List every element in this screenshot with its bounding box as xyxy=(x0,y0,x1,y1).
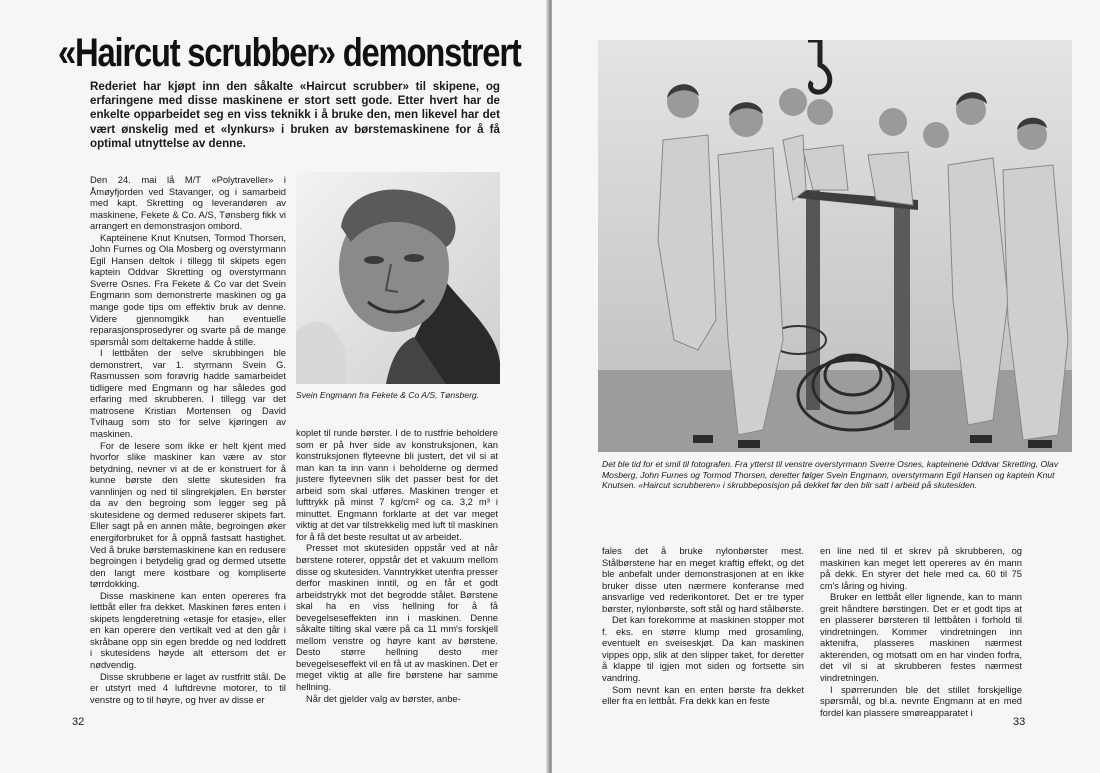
page-number-left: 32 xyxy=(72,716,85,728)
right-page xyxy=(552,0,1100,773)
article-lead: Rederiet har kjøpt inn den såkalte «Haircut scrubber» til skipene, og erfaringene med disse maskinene er stort sett gode. Etter hvert har de enkelte opparbeidet seg en viss teknikk i å bruke den, men likevel har det vært ønskelig med et «lynkurs» i bruken av børstemaskinene for å få optimal utnyttelse av denne. xyxy=(90,80,500,150)
paragraph: Når det gjelder valg av børster, anbe- xyxy=(306,692,461,704)
group-photo xyxy=(598,40,1072,452)
left-column-2 xyxy=(296,427,498,704)
paragraph: Bruker en lettbåt eller lignende, kan to mann greit håndtere børstingen. Det er et godt tips at en plasserer børsteren til lettbåten i forhold til vindretningen. Kommer vindretningen inn aktenifra, plasseres maskinen nærmest akterenden, og motsatt om en har vinden forfra, det vil si at skrubberen festes nærmest vindretningen. xyxy=(820,591,1022,684)
right-column-2 xyxy=(820,545,1022,718)
paragraph: koplet til runde børster. I de to rustfrie beholdere som er på hver side av konstruksjonen, kan konstruksjonen flyteevne bli justert, det vil si at man kan ta inn vann i beholderne og dermed justere flyteevnen slik det passer best for det arbeid som skal utføres. Maskinen trenger et lufttrykk på minst 7 kg/cm² og ca. 3,2 m³ i minuttet. Engmann forklarte at det var meget viktig at det var tilstrekkelig med luft til maskinen for å få det beste resultat ut av arbeidet. xyxy=(296,427,498,542)
left-page xyxy=(0,0,548,773)
paragraph: en line ned til et skrev på skrubberen, og maskinen kan meget lett opereres av én mann på dekk. En styrer det hele med ca. 60 til 75 cm's låring og hiving. xyxy=(820,545,1022,591)
right-column-1 xyxy=(602,545,804,707)
paragraph: Disse skrubbene er laget av rustfritt stål. De er utstyrt med 4 luftdrevne motorer, to til venstre og to til høyre, og hver av disse er xyxy=(90,670,286,705)
article-headline: «Haircut scrubber» demonstrert xyxy=(58,31,521,75)
paragraph: I lettbåten der selve skrubbingen ble demonstrert, var 1. styrmann Svein G. Rasmussen som forøvrig hadde samarbeidet tidligere med Engmann og har således god erfaring med skrubberen. I tillegg var det matrosene Kristian Mortensen og David Tvihaug som sto for selve kjøringen av maskinen. xyxy=(90,347,286,440)
paragraph: Det kan forekomme at maskinen stopper mot f. eks. en større klump med grosamling, eventuelt en sveiseskjøt. Da kan maskinen vippes opp, slik at den slipper taket, for deretter å klappe til igjen mot siden og fortsette sin vandring. xyxy=(602,614,804,684)
group-photo-caption: Det ble tid for et smil til fotografen. Fra ytterst til venstre overstyrmann Sverre Osnes, kapteinene Oddvar Skretting, Olav Mosberg, John Furnes og Tormod Thorsen, deretter følger Svein Engmann, overstyrmann Egil Hansen og kaptein Knut Knutsen. «Haircut scrubberen» i skrubbeposisjon på dekket før den blir satt i arbeid på skutesiden. xyxy=(602,459,1059,491)
paragraph: Presset mot skutesiden oppstår ved at når børstene roterer, oppstår det et vakuum mellom disse og skutesiden. Vanntrykket utenfra presser derfor maskinen inntil, og en får et godt arbeidstrykk mot det begrodde stålet. Børstene skal ha en viss hellning for å få bevegelseseffekten inn i maskinen. Denne såkalte tilting skal være på ca 11 mm's forskjell mellom venstre og høyre kant av børstene. Desto større hellning desto mer bevegelseseffekt vil en få ut av maskinen. Det er meget viktig at alle fire børstene har samme hellning. xyxy=(296,542,499,693)
page-number-right: 33 xyxy=(1013,716,1026,728)
paragraph: For de lesere som ikke er helt kjent med hvorfor slike maskiner kan være av stor betydning, nevner vi at de er konstruert for å kunne børste den slette skutesiden fra vannlinjen og ned til slingrekjølen. En børster da av den begroing som legger seg på skutesidene og dermed reduserer skipets fart. Eller sagt på en annen måte, begroingen øker energiforbruket for å oppnå fastsatt hastighet. Ved å bruke børstemaskinene kan en redusere begroingen i betydelig grad og dermed utsette den langt mere kostbare og kompliserte tørrdokking. xyxy=(90,439,286,590)
paragraph: Som nevnt kan en enten børste fra dekket eller fra en lettbåt. Fra dekk kan en feste xyxy=(602,683,804,707)
paragraph: Kapteinene Knut Knutsen, Tormod Thorsen, John Furnes og Ola Mosberg og overstyrmann Egil Hansen deltok i tillegg til skipets egen kaptein Oddvar Skretting og overstyrmann Sverre Osnes. Fra Fekete & Co var det Svein Engmann som demonstrerte maskinen og ga mange gode tips om effektiv bruk av denne. Videre gjennomgikk han eventuelle reparasjonsprosedyrer og svarte på de mange spørsmål som deltakerne hadde å stille. xyxy=(90,231,286,347)
paragraph: Disse maskinene kan enten opereres fra lettbåt eller fra dekket. Maskinen føres enten i skipets lengderetning «etasje for etasje», eller en kan operere den vertikalt ved at den går i skråbane opp sin egen bredde og ned loddrett i skutesidens høyde alt ettersom det er nødvendig. xyxy=(90,589,286,670)
paragraph: fales det å bruke nylonbørster mest. Stålbørstene har en meget kraftig effekt, og det ble anbefalt under demonstrasjonen at en ikke bruker disse uten nærmere konferanse med ansvarlige ved rederikontoret. Det er tre typer børster, nylonbørste, soft stål og hard stålbørste. xyxy=(602,545,804,614)
paragraph: Den 24. mai lå M/T «Polytraveller» i Åmøyfjorden ved Stavanger, og i samarbeid med kapt. Skretting og leverandøren av maskinene, Fekete & Co. A/S, Tønsberg fikk vi arrangert en demonstrasjon ombord. xyxy=(90,174,286,232)
paragraph: I spørrerunden ble det stillet forskjellige spørsmål, og bl.a. nevnte Engmann at en med fordel kan plassere smøreapparatet i xyxy=(820,683,1022,718)
portrait-photo xyxy=(296,172,500,384)
portrait-caption: Svein Engmann fra Fekete & Co A/S, Tønsberg. xyxy=(296,390,480,400)
left-column-1 xyxy=(90,174,286,705)
